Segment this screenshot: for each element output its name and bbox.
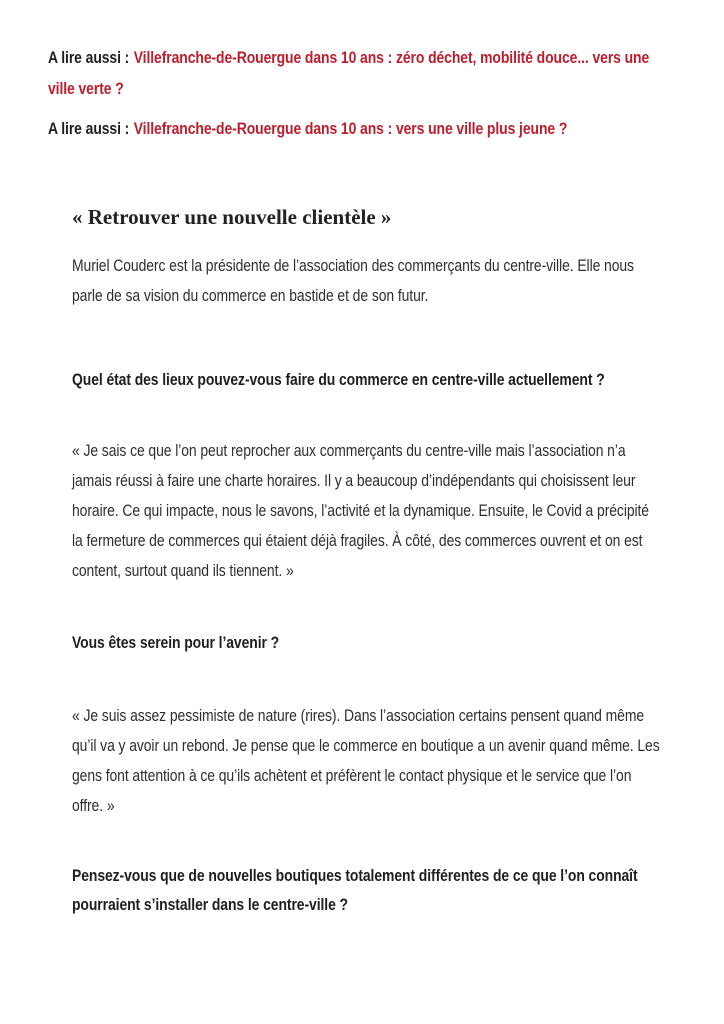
related-link[interactable]: Villefranche-de-Rouergue dans 10 ans : vers une ville plus jeune ? (133, 119, 568, 138)
interview-answer: « Je sais ce que l’on peut reprocher aux commerçants du centre-ville mais l’association n’a jamais réussi à faire une charte horaires. Il y a beaucoup d’indépendants qui choisissent leur horaire. Ce qui impacte, nous le savons, l’activité et la dynamique. Ensuite, le Covid a précipité la fermeture de commerces qui étaient déjà fragiles. À côté, des commerces ouvrent et on est content, surtout quand ils tiennent. » (72, 441, 649, 580)
section-heading: « Retrouver une nouvelle clientèle » (72, 205, 392, 229)
related-label: A lire aussi : (48, 48, 130, 67)
intro-paragraph: Muriel Couderc est la présidente de l’association des commerçants du centre-ville. Elle nous parle de sa vision du commerce en bastide et de son futur. (72, 256, 634, 305)
interview-question: Pensez-vous que de nouvelles boutiques totalement différentes de ce que l’on connaît pourraient s’installer dans le centre-ville ? (72, 866, 638, 914)
interview-answer: « Je suis assez pessimiste de nature (rires). Dans l’association certains pensent quand même qu’il va y avoir un rebond. Je pense que le commerce en boutique a un avenir quand même. Les gens font attention à ce qu’ils achètent et préfèrent le contact physique et le service que l’on offre. » (72, 706, 660, 815)
related-link-item (48, 113, 652, 144)
related-label: A lire aussi : (48, 119, 130, 138)
interview-question: Quel état des lieux pouvez-vous faire du commerce en centre-ville actuellement ? (72, 370, 605, 389)
related-links-section (0, 0, 724, 144)
interview-question: Vous êtes serein pour l’avenir ? (72, 633, 280, 652)
related-link[interactable]: Villefranche-de-Rouergue dans 10 ans : zéro déchet, mobilité douce... vers une ville verte ? (48, 48, 650, 98)
article-body (0, 204, 724, 919)
related-link-item (48, 42, 652, 104)
